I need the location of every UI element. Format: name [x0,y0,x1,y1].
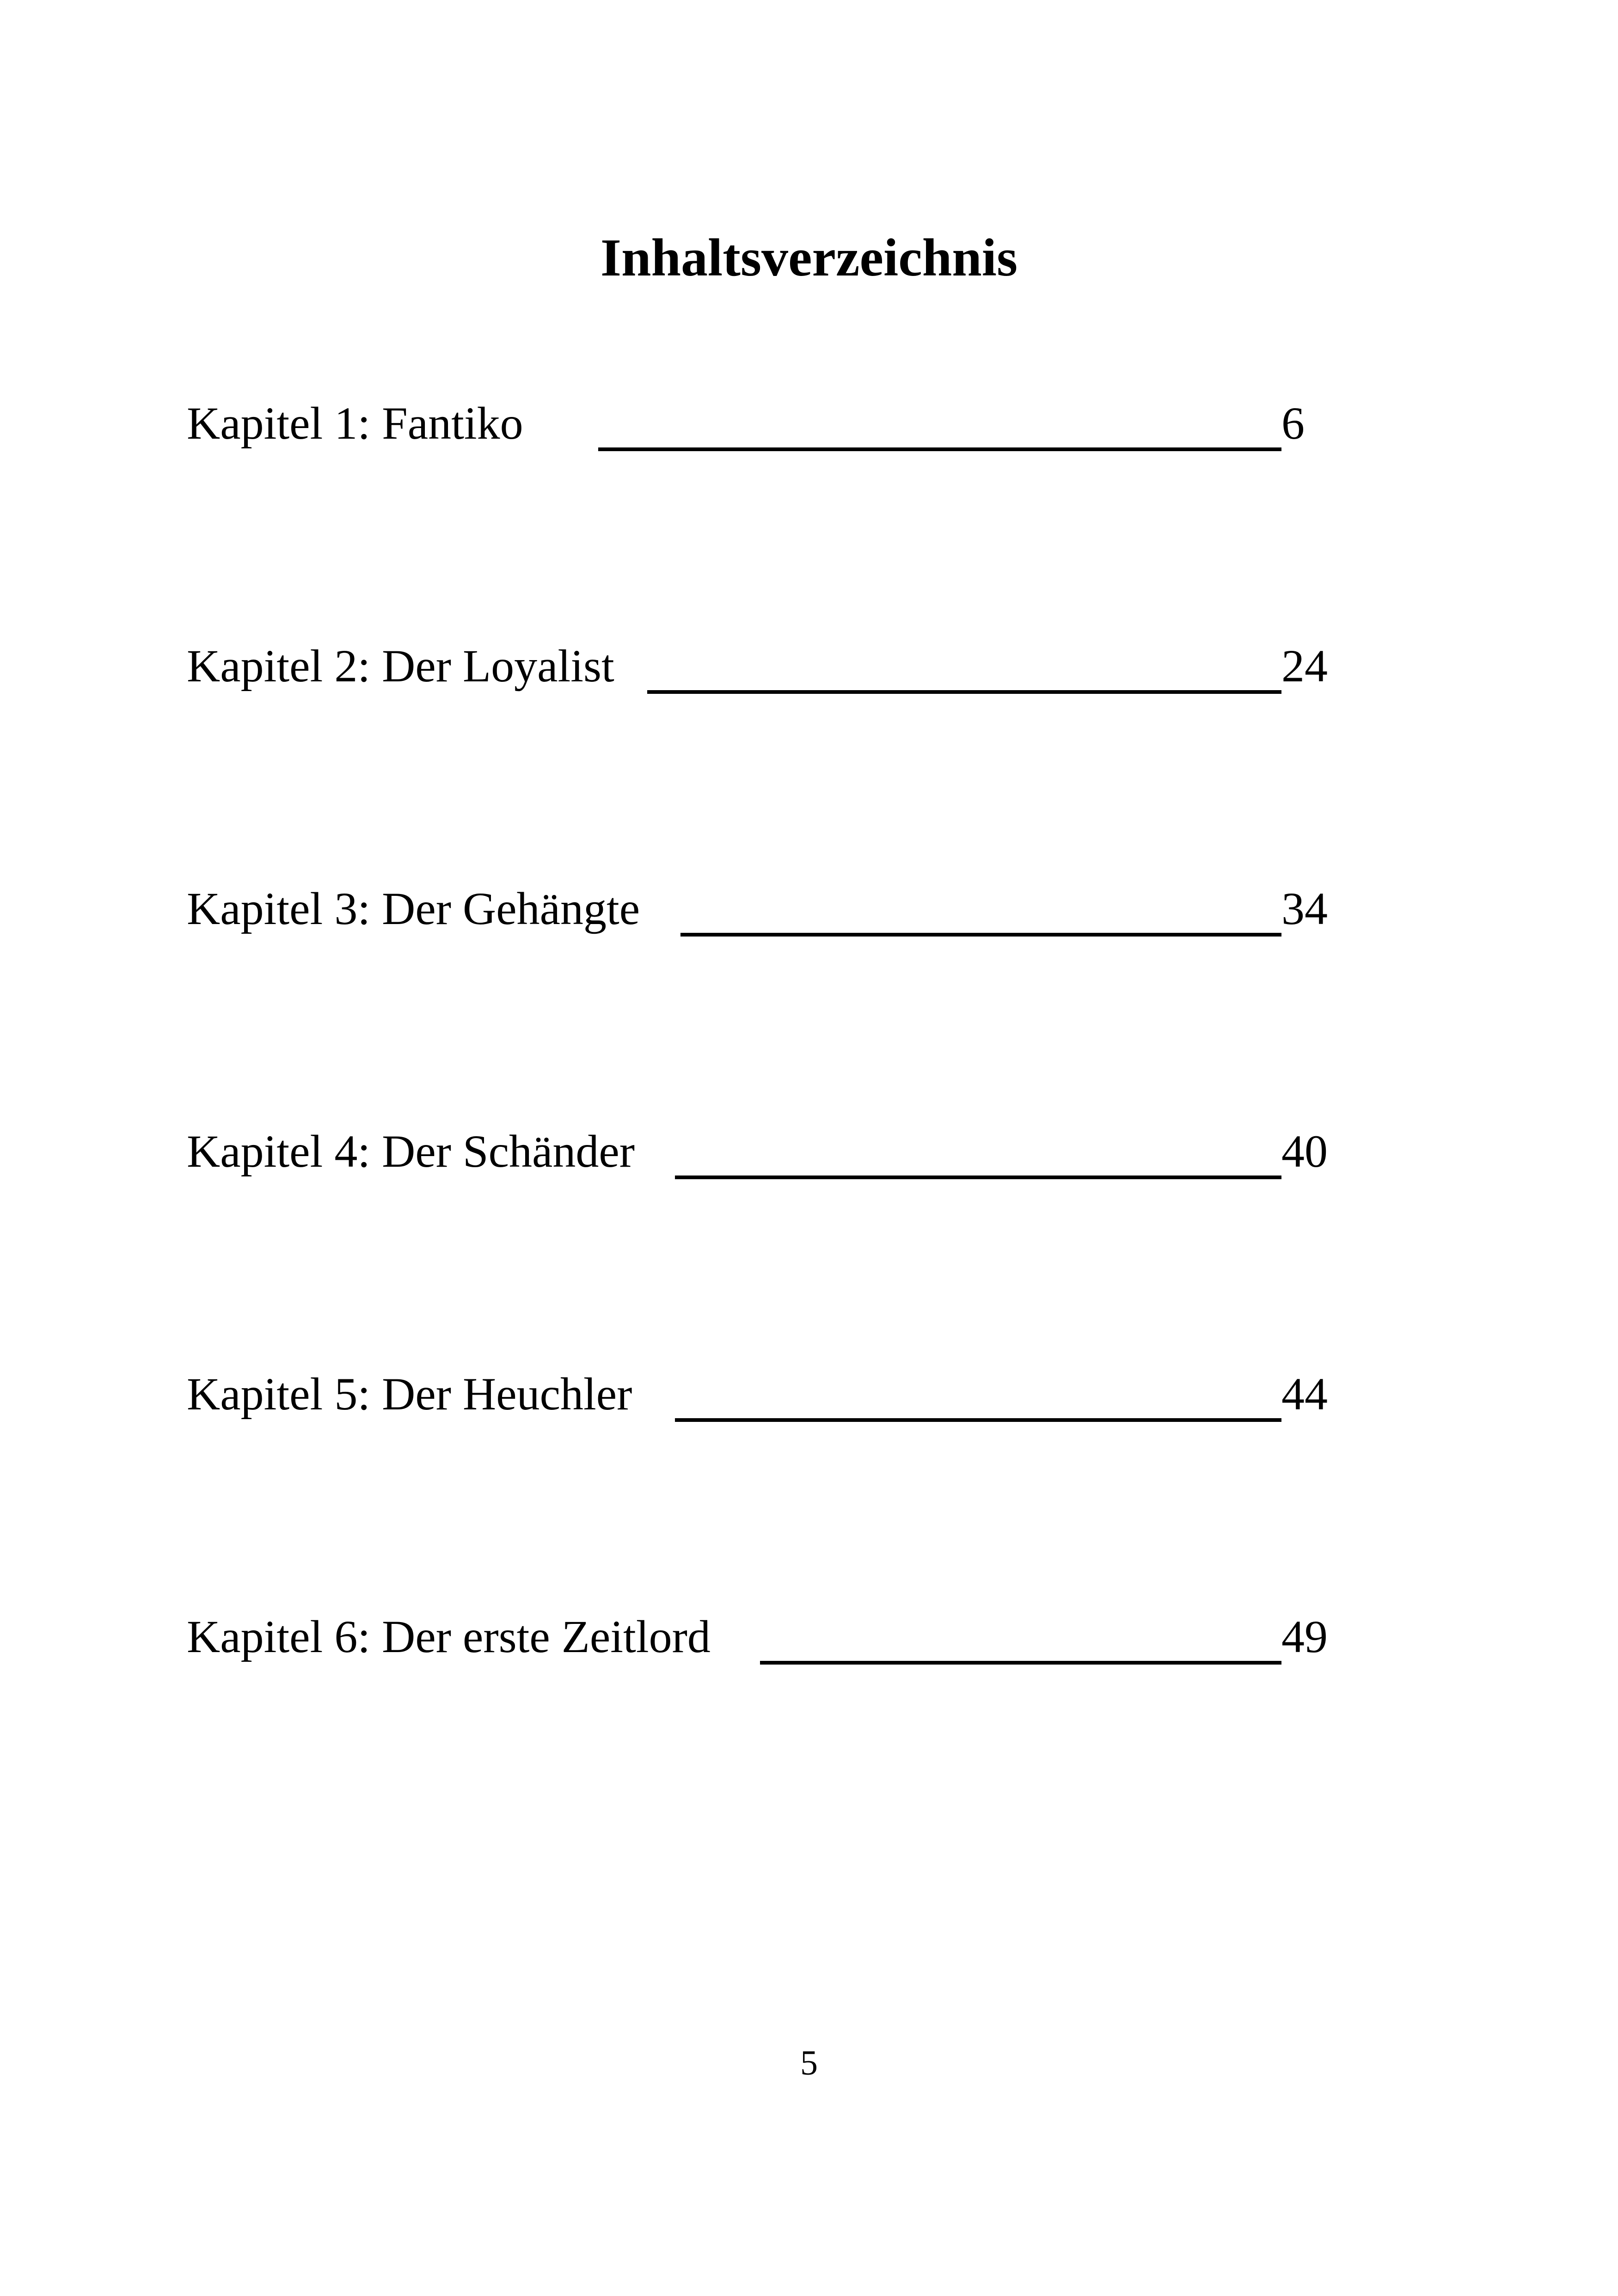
toc-entry-page: 44 [1281,1368,1328,1420]
toc-entry-label: Kapitel 6: Der erste Zeitlord [187,1611,711,1662]
toc-leader-line [647,690,1281,694]
toc-entry-label: Kapitel 2: Der Loyalist [187,640,614,692]
page-title: Inhaltsverzeichnis [600,228,1018,288]
toc-entry-page: 40 [1281,1126,1328,1177]
toc-entry-6 [187,1611,1328,1671]
toc-leader-line [760,1661,1281,1665]
toc-entry-3 [187,883,1328,943]
toc-entry-page: 24 [1281,640,1328,692]
toc-entry-label: Kapitel 5: Der Heuchler [187,1368,632,1420]
toc-entry-page: 6 [1281,398,1305,449]
toc-entry-page: 34 [1281,883,1328,934]
toc-entry-label: Kapitel 3: Der Gehängte [187,883,640,934]
toc-entry-label: Kapitel 1: Fantiko [187,398,523,449]
toc-entry-page: 49 [1281,1611,1328,1662]
toc-leader-line [680,933,1281,937]
toc-entry-2 [187,640,1328,700]
toc-entry-5 [187,1368,1328,1428]
toc-leader-line [675,1176,1281,1179]
toc-entry-4 [187,1126,1328,1186]
toc-entry-label: Kapitel 4: Der Schänder [187,1126,635,1177]
page-number: 5 [800,2044,818,2082]
toc-leader-line [675,1418,1281,1422]
toc-entry-1 [187,398,1324,458]
toc-leader-line [598,447,1281,451]
